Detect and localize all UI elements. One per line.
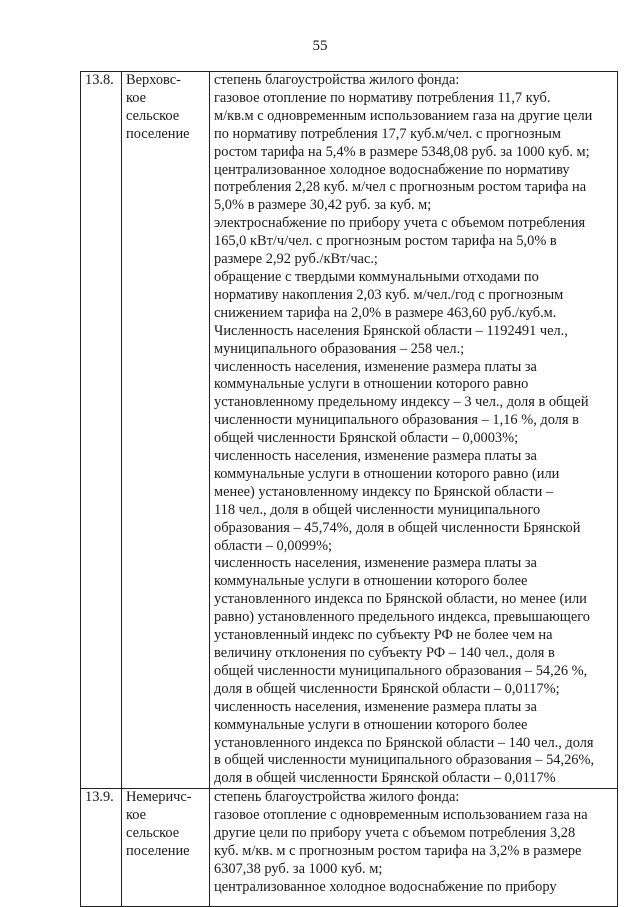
description-line: области – 0,0099%; bbox=[214, 537, 333, 554]
description-line: степень благоустройства жилого фонда: bbox=[214, 789, 460, 806]
page-number: 55 bbox=[312, 38, 328, 54]
description-line: по нормативу потребления 17,7 куб.м/чел. с прогнозным bbox=[214, 125, 562, 142]
description-line: установленного индекса по Брянской области – 140 чел., доля bbox=[214, 734, 594, 751]
description-line: установленного индекса по Брянской области, но менее (или bbox=[214, 591, 587, 608]
description-line: коммунальные услуги в отношении которого равно (или bbox=[214, 465, 560, 482]
description-line: газовое отопление с одновременным использованием газа на bbox=[214, 807, 588, 824]
settlement-name-line: сельское bbox=[126, 107, 180, 124]
description-line: численность населения, изменение размера платы за bbox=[214, 448, 537, 465]
settlement-name-line: поселение bbox=[126, 842, 190, 859]
table-row bbox=[81, 789, 618, 907]
description-line: нормативу накопления 2,03 куб. м/чел./год с прогнозным bbox=[214, 286, 564, 303]
settlements-table bbox=[80, 71, 618, 907]
description-line: численности муниципального образования – 1,16 %, доля в bbox=[214, 412, 579, 429]
description-line: централизованное холодное водоснабжение по нормативу bbox=[214, 161, 570, 178]
description-line: в общей численности муниципального образования – 54,26%, bbox=[214, 752, 595, 769]
settlement-name-line: кое bbox=[126, 807, 147, 824]
settlement-name-line: Верховс- bbox=[126, 72, 181, 88]
description-line: муниципального образования – 258 чел.; bbox=[214, 340, 465, 357]
description-line: м/кв.м с одновременным использованием газа на другие цели bbox=[214, 107, 593, 124]
settlement-name bbox=[122, 72, 210, 789]
description-line: общей численности муниципального образования – 54,26 %, bbox=[214, 662, 588, 679]
settlement-name-line: Немеричс- bbox=[126, 789, 192, 806]
description-line: размере 2,92 руб./кВт/час.; bbox=[214, 251, 378, 268]
description-line: коммунальные услуги в отношении которого равно bbox=[214, 376, 529, 393]
description-line: доля в общей численности Брянской области – 0,0117% bbox=[214, 770, 556, 787]
settlement-name-line: кое bbox=[126, 89, 147, 106]
table-row bbox=[81, 72, 618, 789]
settlement-name-line: поселение bbox=[126, 125, 190, 142]
description-line: ростом тарифа на 5,4% в размере 5348,08 руб. за 1000 куб. м; bbox=[214, 143, 590, 160]
settlement-name bbox=[122, 789, 210, 907]
description-line: газовое отопление по нормативу потребления 11,7 куб. bbox=[214, 89, 551, 106]
description-line: образования – 45,74%, доля в общей численности Брянской bbox=[214, 519, 581, 536]
description-line: величину отклонения по субъекту РФ – 140 чел., доля в bbox=[214, 645, 555, 661]
description-line: обращение с твердыми коммунальными отходами по bbox=[214, 268, 539, 285]
description-line: численность населения, изменение размера платы за bbox=[214, 358, 537, 375]
description-line: Численность населения Брянской области – 1192491 чел., bbox=[214, 322, 568, 339]
description-line: установленному предельному индексу – 3 чел., доля в общей bbox=[214, 394, 589, 411]
description-line: снижением тарифа на 2,0% в размере 463,60 руб./куб.м. bbox=[214, 304, 557, 321]
settlement-description bbox=[210, 72, 618, 789]
row-number: 13.9. bbox=[81, 789, 122, 907]
description-line: коммунальные услуги в отношении которого более bbox=[214, 573, 528, 590]
description-line: равно) установленного предельного индекса, превышающего bbox=[214, 609, 590, 626]
row-number: 13.8. bbox=[81, 72, 122, 789]
description-line: коммунальные услуги в отношении которого более bbox=[214, 716, 528, 733]
description-line: менее) установленному индексу по Брянской области – bbox=[214, 483, 554, 500]
description-line: другие цели по прибору учета с объемом потребления 3,28 bbox=[214, 825, 576, 842]
description-line: 165,0 кВт/ч/чел. с прогнозным ростом тарифа на 5,0% в bbox=[214, 233, 557, 250]
description-line: 118 чел., доля в общей численности муниципального bbox=[214, 501, 541, 518]
description-line: 5,0% в размере 30,42 руб. за куб. м; bbox=[214, 197, 432, 214]
description-line: потребления 2,28 куб. м/чел с прогнозным ростом тарифа на bbox=[214, 179, 587, 196]
description-line: общей численности Брянской области – 0,0003%; bbox=[214, 430, 519, 447]
description-line: куб. м/кв. м с прогнозным ростом тарифа на 3,2% в размере bbox=[214, 842, 582, 859]
description-line: численность населения, изменение размера платы за bbox=[214, 698, 537, 715]
settlement-name-line: сельское bbox=[126, 825, 180, 842]
description-line: численность населения, изменение размера платы за bbox=[214, 555, 537, 572]
description-line: 6307,38 руб. за 1000 куб. м; bbox=[214, 860, 383, 877]
description-line: степень благоустройства жилого фонда: bbox=[214, 72, 460, 88]
description-line: централизованное холодное водоснабжение по прибору bbox=[214, 878, 557, 895]
settlement-description bbox=[210, 789, 618, 907]
description-line: доля в общей численности Брянской области – 0,0117%; bbox=[214, 680, 560, 697]
description-line: установленный индекс по субъекту РФ не более чем на bbox=[214, 627, 553, 644]
description-line: электроснабжение по прибору учета с объемом потребления bbox=[214, 215, 586, 232]
